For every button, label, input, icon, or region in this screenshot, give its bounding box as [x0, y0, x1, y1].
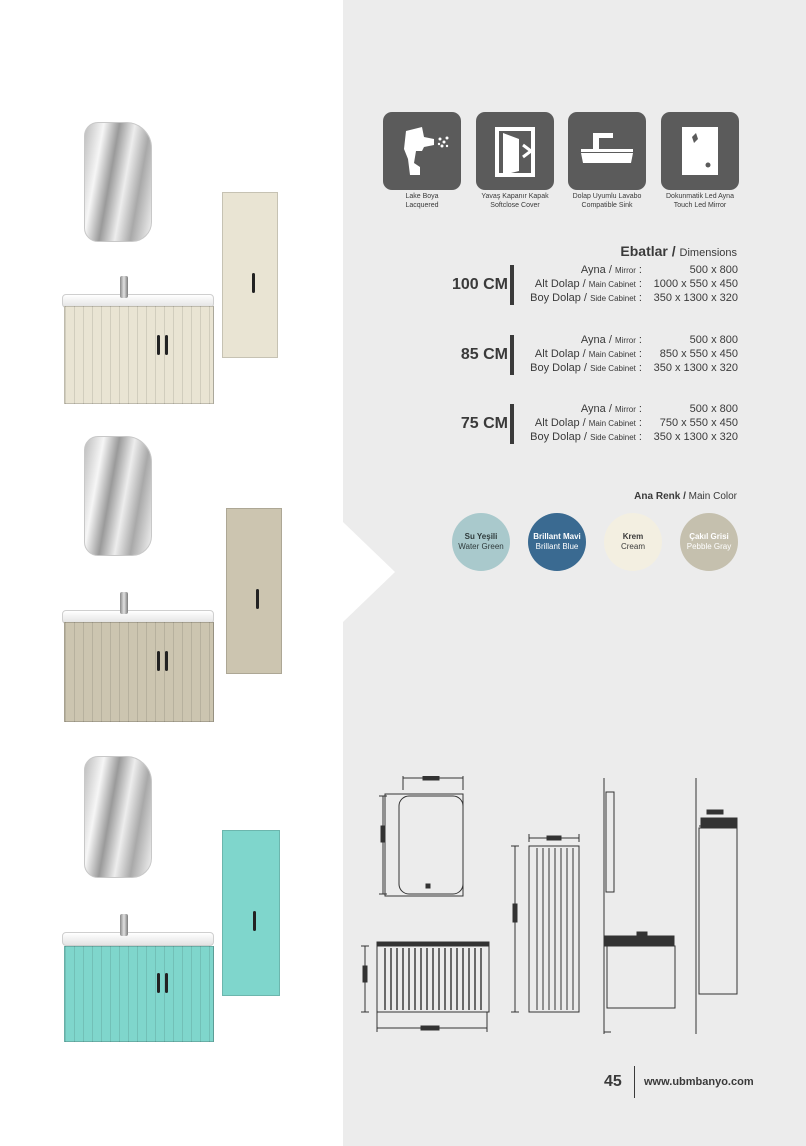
page-number: 45	[604, 1073, 622, 1090]
dimension-value: 850 x 550 x 450	[659, 348, 738, 360]
dimension-row-side-cabinet: Boy Dolap / Side Cabinet : 350 x 1300 x 320	[530, 292, 738, 304]
sink-icon	[568, 112, 646, 190]
main-color-title-tr: Ana Renk /	[634, 491, 686, 502]
mirror-drawing	[379, 776, 463, 896]
handle	[165, 973, 168, 993]
mirror	[84, 436, 152, 556]
dimension-value: 500 x 800	[689, 334, 738, 346]
footer-divider	[634, 1066, 635, 1098]
dimension-row-main-cabinet: Alt Dolap / Main Cabinet : 850 x 550 x 450	[534, 348, 738, 360]
side-cabinet-drawing	[511, 834, 579, 1012]
feature-touch-mirror	[661, 112, 739, 210]
dimension-value: 500 x 800	[689, 403, 738, 415]
website-link[interactable]: www.ubmbanyo.com	[644, 1076, 754, 1088]
main-color-title-en: Main Color	[688, 491, 737, 502]
handle	[165, 335, 168, 355]
dimension-row-side-cabinet: Boy Dolap / Side Cabinet : 350 x 1300 x 320	[530, 431, 738, 443]
dimension-value: 500 x 800	[689, 264, 738, 276]
main-cabinet	[64, 622, 214, 722]
size-label: 75 CM	[460, 415, 508, 432]
faucet	[120, 914, 128, 936]
color-swatch-pebble-gray: Çakıl Grisi Pebble Gray	[680, 513, 738, 571]
feature-lacquered	[383, 112, 461, 210]
handle	[165, 651, 168, 671]
divider-bar	[510, 265, 514, 305]
feature-label-en: Compatible Sink	[581, 202, 633, 209]
technical-drawings	[355, 776, 755, 1041]
size-label: 100 CM	[451, 276, 508, 293]
dimension-row-mirror: Ayna / Mirror : 500 x 800	[580, 403, 738, 415]
dimension-row-main-cabinet: Alt Dolap / Main Cabinet : 750 x 550 x 450	[534, 417, 738, 429]
handle	[253, 911, 256, 931]
soft-close-door-icon	[476, 112, 554, 190]
handle	[157, 651, 160, 671]
dimension-block-100	[440, 265, 740, 315]
feature-softclose	[476, 112, 554, 210]
handle	[157, 335, 160, 355]
feature-label-tr: Dolap Uyumlu Lavabo	[572, 193, 642, 200]
dimension-value: 750 x 550 x 450	[659, 417, 738, 429]
dimension-value: 1000 x 550 x 450	[653, 278, 738, 290]
panel-arrow-notch	[343, 522, 395, 622]
feature-label-tr: Dokunmatik Led Ayna	[666, 193, 734, 200]
side-profile-drawing	[604, 778, 675, 1034]
main-cabinet	[64, 946, 214, 1042]
dimension-value: 350 x 1300 x 320	[653, 362, 738, 374]
handle	[252, 273, 255, 293]
mirror	[84, 122, 152, 242]
dimension-value: 350 x 1300 x 320	[653, 431, 738, 443]
color-swatch-water-green: Su Yeşili Water Green	[452, 513, 510, 571]
divider-bar	[510, 335, 514, 375]
dimensions-title-tr: Ebatlar /	[620, 243, 676, 259]
dimension-block-75	[440, 404, 740, 454]
main-color-heading	[634, 491, 737, 502]
feature-label-en: Touch Led Mirror	[673, 202, 727, 209]
product-render-water-green	[50, 752, 290, 1052]
dimensions-title-en: Dimensions	[679, 247, 737, 259]
side-cabinet	[222, 830, 280, 996]
handle	[157, 973, 160, 993]
main-cabinet-drawing	[361, 942, 489, 1032]
product-render-pebble	[50, 432, 290, 732]
sink	[62, 932, 214, 946]
product-render-cream	[50, 118, 290, 418]
tall-side-profile-drawing	[696, 778, 737, 1034]
feature-compatible-sink	[568, 112, 646, 210]
dimension-value: 350 x 1300 x 320	[653, 292, 738, 304]
divider-bar	[510, 404, 514, 444]
faucet	[120, 592, 128, 614]
main-cabinet	[64, 306, 214, 404]
color-swatch-brillant-blue: Brillant Mavi Brillant Blue	[528, 513, 586, 571]
feature-label-en: Softclose Cover	[490, 202, 540, 209]
color-swatch-cream: Krem Cream	[604, 513, 662, 571]
size-label: 85 CM	[460, 346, 508, 363]
dimension-row-mirror: Ayna / Mirror : 500 x 800	[580, 264, 738, 276]
handle	[256, 589, 259, 609]
faucet	[120, 276, 128, 298]
dimensions-heading	[620, 243, 737, 259]
side-cabinet	[226, 508, 282, 674]
dimension-row-mirror: Ayna / Mirror : 500 x 800	[580, 334, 738, 346]
feature-icons	[383, 112, 743, 212]
feature-label-en: Lacquered	[405, 202, 439, 209]
mirror	[84, 756, 152, 878]
dimension-block-85	[440, 335, 740, 385]
spray-gun-icon	[383, 112, 461, 190]
dimension-row-main-cabinet: Alt Dolap / Main Cabinet : 1000 x 550 x 450	[534, 278, 738, 290]
feature-label-tr: Yavaş Kapanır Kapak	[481, 193, 549, 200]
side-cabinet	[222, 192, 278, 358]
dimension-row-side-cabinet: Boy Dolap / Side Cabinet : 350 x 1300 x 320	[530, 362, 738, 374]
touch-mirror-icon	[661, 112, 739, 190]
feature-label-tr: Lake Boya	[405, 193, 439, 200]
